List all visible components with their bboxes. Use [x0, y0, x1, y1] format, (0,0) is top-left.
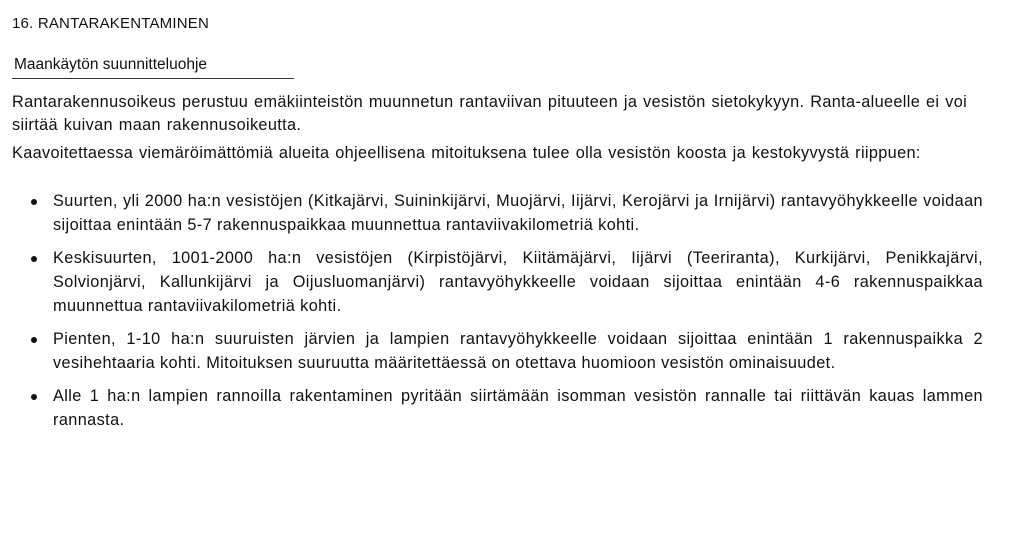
bullet-icon: [31, 337, 37, 343]
bullet-icon: [31, 394, 37, 400]
section-title: 16. RANTARAKENTAMINEN: [12, 15, 210, 32]
list-item-text: Suurten, yli 2000 ha:n vesistöjen (Kitkajärvi, Suininkijärvi, Muojärvi, Iijärvi, Kerojärvi ja Irnijärvi) rantavyöhykkeelle voidaan sijoittaa enintään 5-7 rakennuspaikkaa muunnettua rantaviivakilometriä kohti.: [53, 192, 983, 234]
subheading: Maankäytön suunnitteluohje: [14, 56, 208, 73]
list-item: [12, 189, 983, 237]
list-item-text: Keskisuurten, 1001-2000 ha:n vesistöjen (Kirpistöjärvi, Kiitämäjärvi, Iijärvi (Teeriranta), Kurkijärvi, Penikkajärvi, Solvionjärvi, Kallunkijärvi ja Oijusluomanjärvi) rantavyöhykkeelle voidaan sijoittaa enintään 4-6 rakennuspaikkaa muunnettua rantaviivakilometriä kohti.: [53, 249, 983, 315]
list-item: [12, 327, 983, 375]
list-item: [12, 246, 983, 318]
bullet-icon: [31, 199, 37, 205]
list-item-text: Pienten, 1-10 ha:n suuruisten järvien ja lampien rantavyöhykkeelle voidaan sijoittaa enintään 1 rakennuspaikka 2 vesihehtaaria kohti. Mitoituksen suuruutta määritettäessä on otettava huomioon vesistön ominaisuudet.: [53, 330, 983, 372]
bullet-icon: [31, 256, 37, 262]
list-item: [12, 384, 983, 432]
list-item-text: Alle 1 ha:n lampien rannoilla rakentaminen pyritään siirtämään isomman vesistön rannalle tai riittävän kauas lammen rannasta.: [53, 387, 983, 429]
dimensioning-paragraph: Kaavoitettaessa viemäröimättömiä alueita ohjeellisena mitoituksena tulee olla vesistön koosta ja kestokyvystä riippuen:: [12, 144, 921, 162]
guideline-list: [12, 189, 984, 432]
subheading-container: [12, 56, 294, 79]
intro-paragraph: Rantarakennusoikeus perustuu emäkiinteistön muunnetun rantaviivan pituuteen ja vesistön sietokykyyn. Ranta-alueelle ei voi siirtää kuivan maan rakennusoikeutta.: [12, 93, 968, 134]
